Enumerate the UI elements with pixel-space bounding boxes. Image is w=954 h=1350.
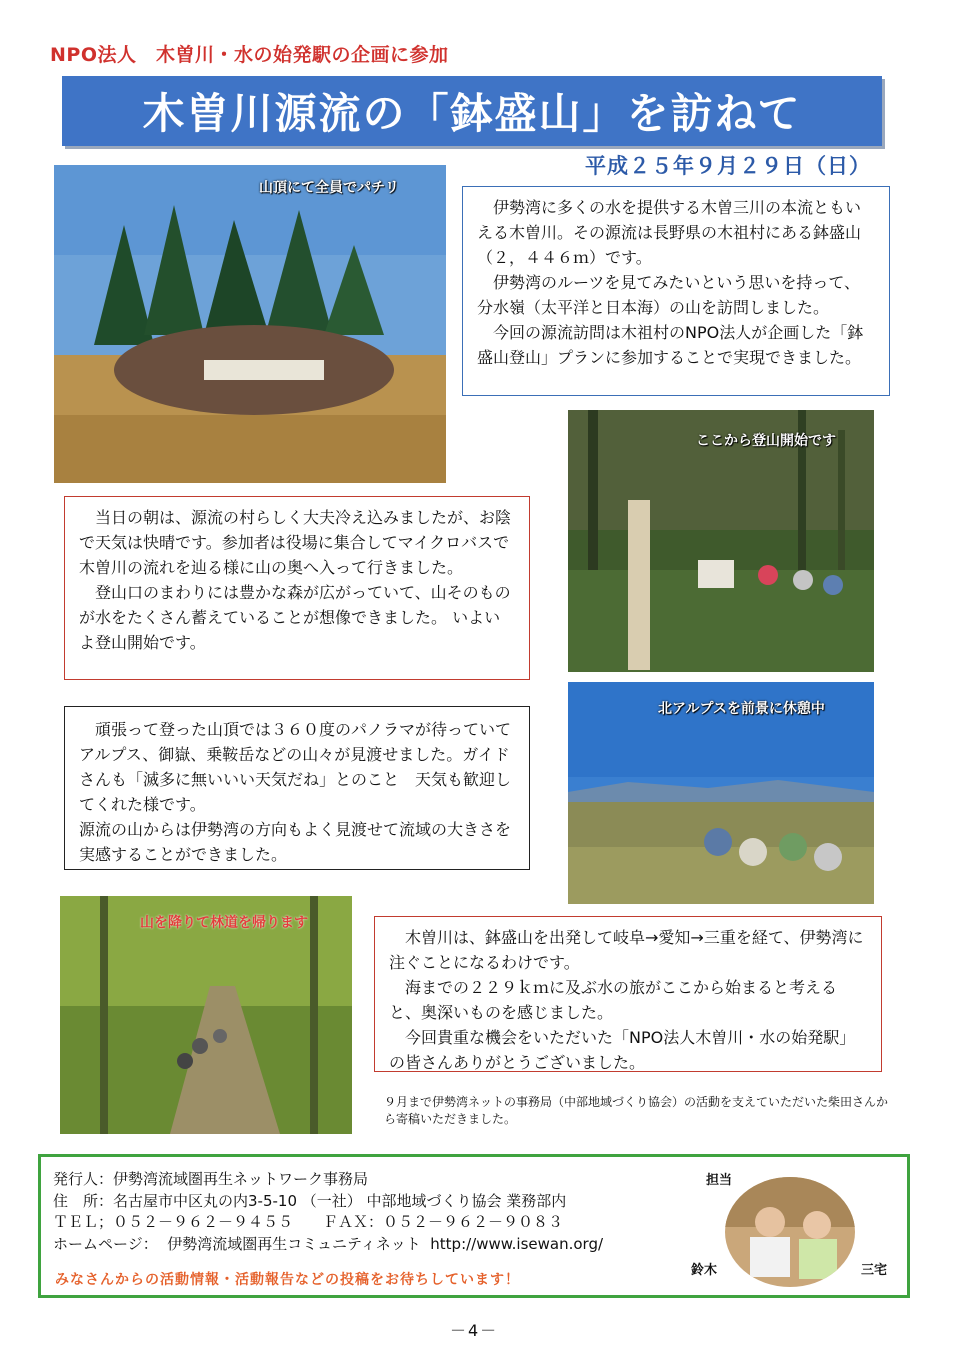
rest-photo-caption: 北アルプスを前景に休憩中: [658, 701, 825, 717]
staff-heading: 担当: [706, 1173, 733, 1188]
trailhead-photo: [568, 410, 874, 672]
intro-text-box: [462, 186, 890, 396]
summit-paragraph: 源流の山からは伊勢湾の方向もよく見渡せて流域の大きさを実感することができました。: [79, 820, 512, 864]
intro-paragraph: 伊勢湾に多くの水を提供する木曽三川の本流ともいえる木曽川。その源流は長野県の木祖村にある鉢盛山（２，４４６ｍ）です。: [477, 198, 862, 267]
footer-homepage[interactable]: ホームページ： 伊勢湾流域圏再生コミュニティネット http://www.isewan.org/: [53, 1234, 604, 1253]
summit-text-box: [64, 706, 530, 870]
morning-text-box: [64, 496, 530, 680]
event-date: 平成２５年９月２９日（日）: [585, 154, 871, 178]
intro-paragraph: 今回の源流訪問は木祖村のNPO法人が企画した「鉢盛山登山」プランに参加することで実現できました。: [477, 323, 864, 367]
publisher-footer: [38, 1154, 910, 1298]
closing-text-box: [374, 916, 882, 1072]
kicker-heading: NPO法人 木曽川・水の始発駅の企画に参加: [50, 44, 449, 66]
summit-photo-caption: 山頂にて全員でパチリ: [259, 180, 399, 196]
descending-trail-photo: [60, 896, 352, 1134]
staff-name-left: 鈴木: [691, 1263, 718, 1278]
footer-publisher: 発行人：伊勢湾流域圏再生ネットワーク事務局: [53, 1170, 369, 1188]
closing-paragraph: 海までの２２９ｋｍに及ぶ水の旅がここから始まると考えると、奥深いものを感じました。: [389, 978, 838, 1022]
trailhead-photo-caption: ここから登山開始です: [696, 433, 836, 449]
closing-paragraph: 今回貴重な機会をいただいた「NPO法人木曽川・水の始発駅」の皆さんありがとうございました。: [389, 1028, 856, 1072]
morning-paragraph: 登山口のまわりには豊かな森が広がっていて、山そのものが水をたくさん蓄えていることが想像できました。 いよいよ登山開始です。: [79, 583, 511, 652]
closing-paragraph: 木曽川は、鉢盛山を出発して岐阜→愛知→三重を経て、伊勢湾に注ぐことになるわけです。: [389, 928, 864, 972]
morning-paragraph: 当日の朝は、源流の村らしく大夫冷え込みましたが、お陰で天気は快晴です。参加者は役場に集合してマイクロバスで木曽川の流れを辿る様に山の奥へ入って行きました。: [79, 508, 512, 577]
summit-paragraph: 頑張って登った山頂では３６０度のパノラマが待っていてアルプス、御嶽、乗鞍岳などの山々が見渡せました。ガイドさんも「滅多に無いいい天気だね」とのこと 天気も歓迎してくれた様です。: [79, 720, 512, 814]
intro-paragraph: 伊勢湾のルーツを見てみたいという思いを持って、分水嶺（太平洋と日本海）の山を訪問しました。: [477, 273, 861, 317]
rest-panorama-photo: [568, 682, 874, 904]
footer-address: 住 所：名古屋市中区丸の内3-5-10 （一社） 中部地域づくり協会 業務部内: [53, 1191, 567, 1210]
page-number: －4－: [450, 1321, 499, 1340]
staff-name-right: 三宅: [861, 1263, 888, 1278]
page-title: 木曽川源流の「鉢盛山」を訪ねて: [62, 76, 882, 146]
descend-photo-caption: 山を降りて林道を帰ります: [140, 915, 308, 931]
footer-info: [53, 1169, 603, 1255]
staff-photo: [725, 1177, 855, 1287]
footer-call-to-action: みなさんからの活動情報・活動報告などの投稿をお待ちしています！: [55, 1272, 520, 1288]
summit-group-photo: [54, 165, 446, 483]
footer-phone: ＴＥＬ；０５２－９６２－９４５５ ＦＡＸ：０５２－９６２－９０８３: [53, 1213, 564, 1231]
contributor-note: ９月まで伊勢湾ネットの事務局（中部地域づくり協会）の活動を支えていただいた柴田さんから寄稿いただきました。: [384, 1095, 889, 1126]
